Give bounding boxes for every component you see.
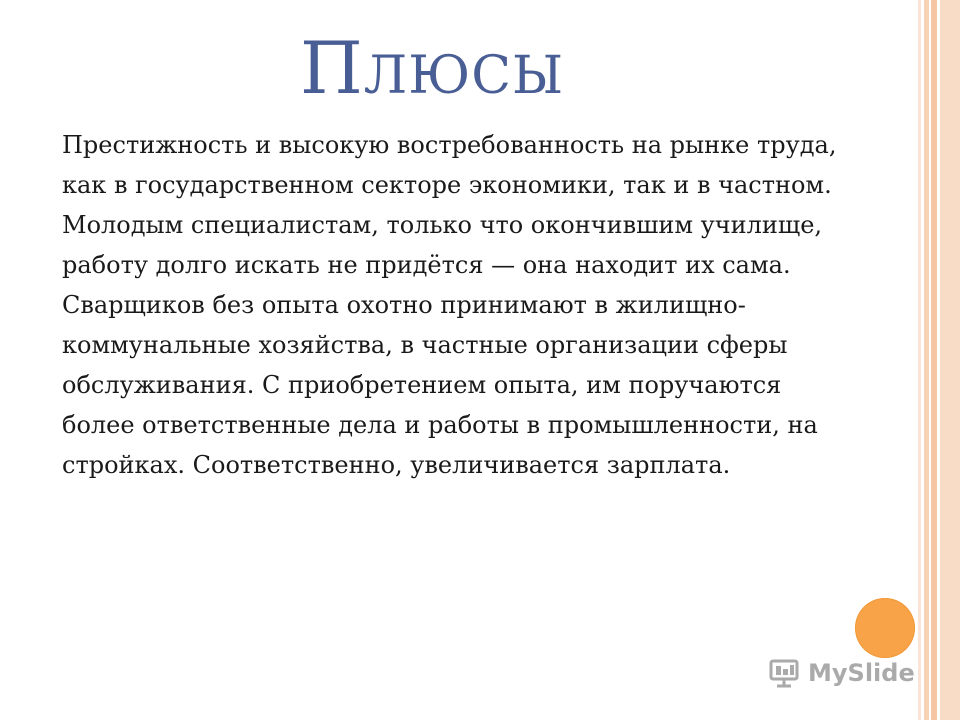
watermark-text: MySlide [808, 659, 915, 687]
decor-stripe [924, 0, 929, 720]
decor-stripe [940, 0, 960, 720]
slide-body-text: Престижность и высокую востребованность на рынке труда, как в государственном секторе экономики, так и в частном. Молодым специалистам, только что окончившим училище, работу долго искать не придётся — она находит их сама. Сварщиков без опыта охотно принимают в жилищно-коммунальные хозяйства, в частные организации сферы обслуживания. С приобретением опыта, им поручаются более ответственные дела и работы в промышленности, на стройках. Соответственно, увеличивается зарплата. [62, 131, 837, 479]
decor-stripe [918, 0, 921, 720]
decor-circle [855, 598, 915, 658]
decor-stripe [931, 0, 937, 720]
presentation-screen-icon [768, 658, 802, 688]
watermark-logo [768, 656, 915, 690]
slide-title: ПЛЮСЫ [300, 26, 565, 110]
